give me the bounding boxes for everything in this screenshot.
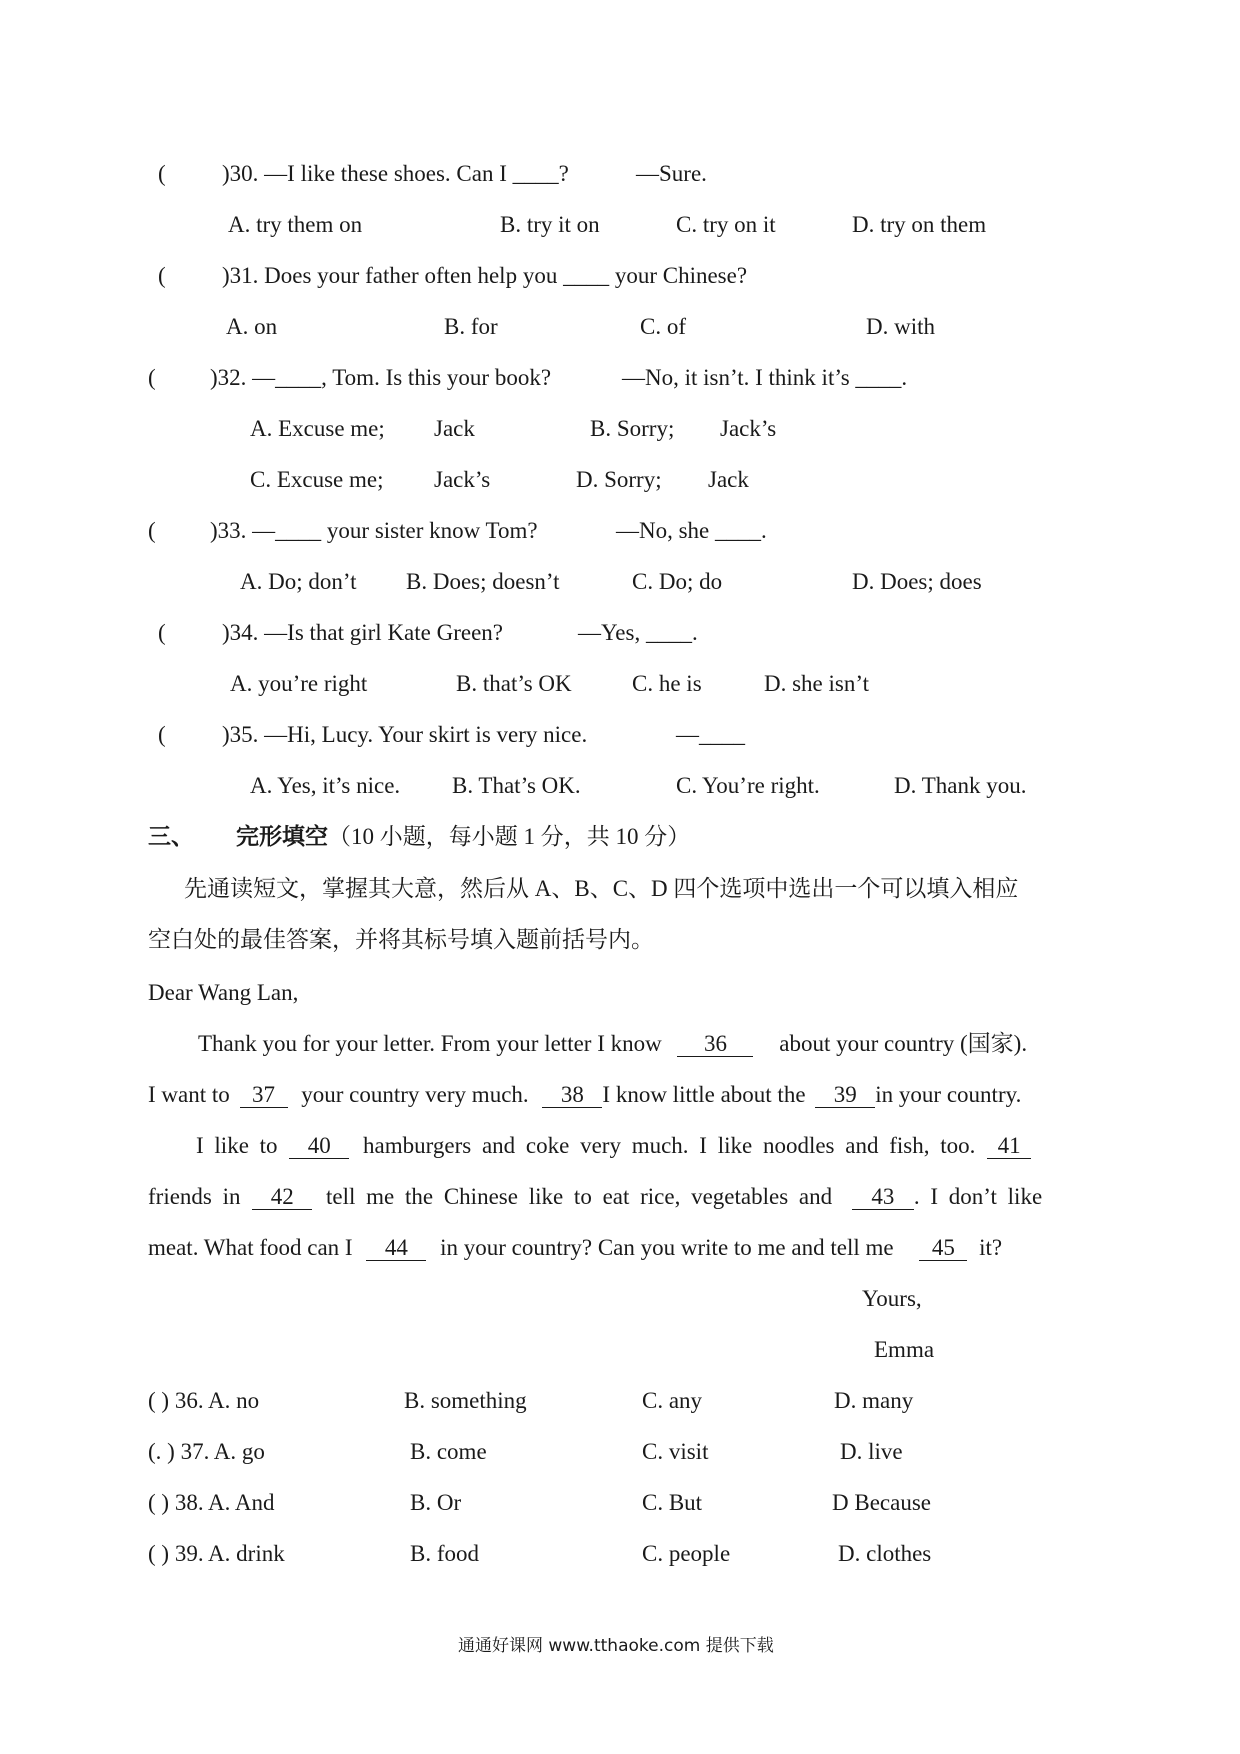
letter-line-2 [148,1081,1021,1109]
q32-option-a-value: Jack [434,416,475,441]
q39-option-d: D. clothes [838,1541,932,1566]
letter-line-1 [198,1030,1027,1058]
q38-option-d: D Because [832,1490,931,1515]
instructions-line-1: 先通读短文，掌握其大意，然后从 A、B、C、D 四个选项中选出一个可以填入相应 [184,876,1019,901]
letter-signature: Emma [874,1337,935,1362]
blank-44: 44 [366,1236,426,1261]
blank-36: 36 [677,1032,753,1057]
q34-option-c: C. he is [632,671,702,696]
q38-option-c: C. But [642,1490,703,1515]
q35-reply: —____ [676,722,745,747]
q30-option-a: A. try them on [228,212,363,237]
q35-stem: )35. —Hi, Lucy. Your skirt is very nice. [222,722,588,747]
q39-option-b: B. food [410,1541,479,1566]
letter-text: I know little about the [602,1082,806,1107]
letter-text: Thank you for your letter. From your letter I know [198,1031,662,1056]
q36-option-d: D. many [834,1388,914,1413]
blank-39: 39 [815,1083,875,1108]
letter-text: tell me the Chinese like to eat rice, vegetables and [326,1184,833,1209]
q39-number: ( ) 39. A. drink [148,1541,285,1566]
q37-option-c: C. visit [642,1439,709,1464]
q34-reply: —Yes, ____. [578,620,698,645]
q31-option-a: A. on [226,314,278,339]
page-footer: 通通好课网 www.tthaoke.com 提供下载 [458,1636,774,1656]
q34-option-d: D. she isn’t [764,671,869,696]
letter-line-5 [148,1234,1002,1262]
q30-option-d: D. try on them [852,212,987,237]
q33-reply: —No, she ____. [616,518,767,543]
q32-paren: ( [148,365,156,390]
q36-number: ( ) 36. A. no [148,1388,260,1413]
q37-number: (. ) 37. A. go [148,1439,265,1464]
letter-line-3 [196,1132,1031,1160]
letter-text: meat. What food can I [148,1235,353,1260]
letter-greeting: Dear Wang Lan, [148,980,299,1005]
q38-number: ( ) 38. A. And [148,1490,275,1515]
letter-text: about your country (国家). [779,1031,1028,1056]
q32-option-d-label: D. Sorry; [576,467,662,492]
section-number: 三、 [148,824,194,849]
q33-stem: )33. —____ your sister know Tom? [210,518,538,543]
q32-option-b-value: Jack’s [720,416,777,441]
q32-option-c-value: Jack’s [434,467,491,492]
q35-option-c: C. You’re right. [676,773,820,798]
section-heading [236,823,690,851]
q32-option-a-label: A. Excuse me; [250,416,385,441]
q32-reply: —No, it isn’t. I think it’s ____. [622,365,908,390]
q39-option-c: C. people [642,1541,731,1566]
q36-option-b: B. something [404,1388,527,1413]
letter-text: in your country. [875,1082,1022,1107]
q35-option-d: D. Thank you. [894,773,1027,798]
q32-option-c-label: C. Excuse me; [250,467,384,492]
q30-stem: )30. —I like these shoes. Can I ____? [222,161,569,186]
blank-43: 43 [852,1185,914,1210]
q31-option-c: C. of [640,314,686,339]
letter-text: I want to [148,1082,230,1107]
letter-text: in your country? Can you write to me and tell me [440,1235,894,1260]
letter-line-4 [148,1183,1042,1211]
q34-stem: )34. —Is that girl Kate Green? [222,620,504,645]
q35-paren: ( [158,722,166,747]
q38-option-b: B. Or [410,1490,462,1515]
q30-option-b: B. try it on [500,212,600,237]
instructions-line-2: 空白处的最佳答案，并将其标号填入题前括号内。 [148,927,654,952]
q31-option-d: D. with [866,314,935,339]
q31-paren: ( [158,263,166,288]
blank-37: 37 [240,1083,288,1108]
q33-option-b: B. Does; doesn’t [406,569,560,594]
letter-text: friends in [148,1184,241,1209]
letter-text: it? [979,1235,1003,1260]
letter-text: hamburgers and coke very much. I like noodles and fish, too. [363,1133,976,1158]
q34-option-a: A. you’re right [230,671,368,696]
q32-option-b-label: B. Sorry; [590,416,675,441]
q33-option-c: C. Do; do [632,569,723,594]
q30-option-c: C. try on it [676,212,776,237]
section-score: （10 小题，每小题 1 分，共 10 分） [328,824,691,849]
q37-option-b: B. come [410,1439,487,1464]
q33-paren: ( [148,518,156,543]
q33-option-d: D. Does; does [852,569,982,594]
q30-paren: ( [158,161,166,186]
q37-option-d: D. live [840,1439,903,1464]
q36-option-c: C. any [642,1388,703,1413]
q33-option-a: A. Do; don’t [240,569,357,594]
blank-41: 41 [987,1134,1031,1159]
blank-45: 45 [919,1236,967,1261]
letter-text: . I don’t like [913,1184,1043,1209]
blank-42: 42 [252,1185,312,1210]
q35-option-b: B. That’s OK. [452,773,581,798]
q31-stem: )31. Does your father often help you ____ your Chinese? [222,263,748,288]
q30-reply: —Sure. [636,161,707,186]
letter-text: I like to [196,1133,278,1158]
q34-paren: ( [158,620,166,645]
blank-38: 38 [542,1083,602,1108]
blank-40: 40 [289,1134,349,1159]
q34-option-b: B. that’s OK [456,671,572,696]
q31-option-b: B. for [444,314,498,339]
section-title: 完形填空 [236,824,328,849]
letter-closing: Yours, [862,1286,922,1311]
q32-stem: )32. —____, Tom. Is this your book? [210,365,552,390]
q32-option-d-value: Jack [708,467,749,492]
letter-text: your country very much. [301,1082,529,1107]
q35-option-a: A. Yes, it’s nice. [250,773,401,798]
